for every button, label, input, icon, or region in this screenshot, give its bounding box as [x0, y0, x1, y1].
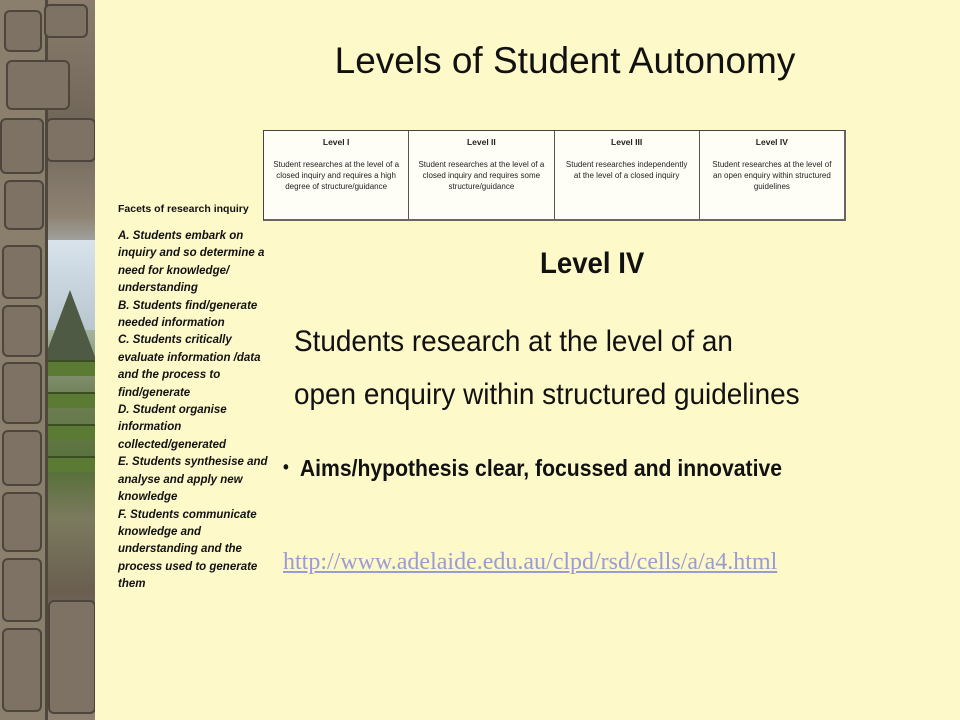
- level-text: Student researches independently at the level of a closed inquiry: [565, 160, 688, 180]
- level-text: Student researches at the level of an open enquiry within structured guidelines: [712, 160, 832, 191]
- facet-item: F. Students communicate knowledge and understanding and the process used to generate them: [118, 508, 258, 591]
- level-description: [294, 315, 889, 421]
- bullet-text: Aims/hypothesis clear, focussed and innovative: [299, 455, 782, 481]
- levels-table: [263, 130, 846, 221]
- level-text: Student researches at the level of a closed inquiry and requires some structure/guidance: [418, 160, 545, 191]
- facet-item: A. Students embark on inquiry and so determine a need for knowledge/ understanding: [118, 230, 265, 295]
- bullet-icon: •: [283, 457, 289, 477]
- bullet-item: [283, 455, 782, 482]
- facet-item: B. Students find/generate needed information: [118, 299, 258, 330]
- facets-list: [118, 228, 268, 594]
- reference-link[interactable]: http://www.adelaide.edu.au/clpd/rsd/cells/a/a4.html: [283, 549, 778, 575]
- facet-item: C. Students critically evaluate information /data and the process to find/generate: [118, 334, 261, 399]
- description-line: Students research at the level of an: [294, 325, 733, 358]
- level-name: Level IV: [755, 137, 788, 147]
- facets-title: Facets of research inquiry: [118, 203, 249, 215]
- facet-item: D. Student organise information collected/generated: [118, 404, 227, 451]
- description-line: open enquiry within structured guidelines: [294, 378, 800, 411]
- level-name: Level II: [466, 137, 496, 147]
- slide-title: Levels of Student Autonomy: [334, 40, 796, 81]
- level-name: Level I: [322, 137, 350, 147]
- level-cell-1: [264, 131, 409, 219]
- level-name: Level III: [611, 137, 643, 147]
- level-cell-4: [700, 131, 844, 219]
- level-cell-2: [409, 131, 554, 219]
- facet-item: E. Students synthesise and analyse and apply new knowledge: [118, 456, 268, 504]
- level-cell-3: [555, 131, 700, 219]
- level-text: Student researches at the level of a closed inquiry and requires a high degree of structure/guidance: [273, 160, 400, 191]
- level-heading: Level IV: [540, 247, 645, 280]
- decorative-photo-strip: [0, 0, 95, 720]
